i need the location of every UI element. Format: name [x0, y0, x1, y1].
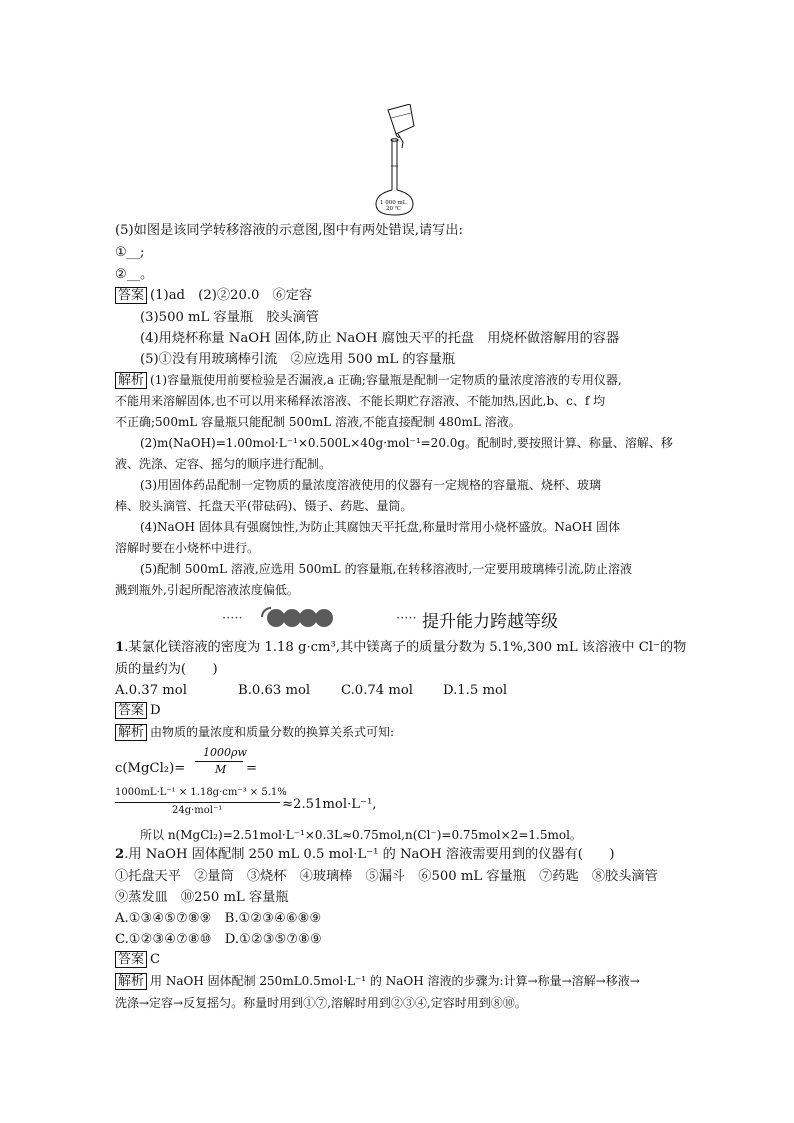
formula2-denominator: 24g·mol⁻¹ — [172, 805, 223, 816]
q1-line2: 质的量约为( ) — [115, 662, 218, 677]
analysis1-line9: 溶解时要在小烧杯中进行。 — [115, 541, 260, 555]
answer1-line4: (5)①没有用玻璃棒引流 ②应选用 500 mL 的容量瓶 — [140, 352, 456, 367]
analysis1-line4: (2)m(NaOH)=1.00mol·L⁻¹×0.500L×40g·mol⁻¹=20.0g。配制时,要按照计算、称量、溶解、移 — [140, 436, 673, 450]
section-title: 提升能力跨越等级 — [422, 612, 558, 632]
q1-answer-value: D — [150, 703, 161, 718]
q1-option-b: B.0.63 mol — [238, 683, 311, 698]
formula-equals: = — [246, 761, 258, 776]
formula-lhs: c(MgCl₂)= — [115, 761, 186, 776]
answer1-text1: (1)ad (2)②20.0 ⑥定容 — [150, 288, 313, 303]
answer-tag: 答案 — [115, 702, 147, 719]
flask-label-temp: 20 ℃ — [386, 206, 401, 212]
q2-answer-value: C — [150, 952, 161, 967]
analysis1-line3: 不正确;500mL 容量瓶只能配制 500mL 溶液,不能直接配制 480mL 溶液。 — [115, 415, 521, 429]
formula2-numerator: 1000mL·L⁻¹ × 1.18g·cm⁻³ × 5.1% — [115, 787, 287, 798]
analysis1-line11: 溅到瓶外,引起所配溶液浓度偏低。 — [115, 583, 299, 597]
q1-option-c: C.0.74 mol — [341, 683, 414, 698]
q2-number: 2 — [115, 847, 125, 862]
q2-line3: ⑨蒸发皿 ⑩250 mL 容量瓶 — [115, 890, 289, 905]
q1-analysis-text1: 由物质的量浓度和质量分数的换算关系式可知: — [150, 725, 395, 739]
q1-number: 1 — [115, 640, 125, 655]
q1-answer — [115, 702, 161, 720]
answer1-line2: (3)500 mL 容量瓶 胶头滴管 — [140, 310, 319, 325]
q1-analysis-line1 — [115, 723, 394, 741]
q5-blank-2: ②__。 — [115, 267, 154, 282]
formula-denominator: M — [215, 763, 227, 776]
formula-fraction-bar — [195, 761, 243, 762]
section-dots-left: ····· — [222, 611, 243, 626]
analysis-tag: 解析 — [115, 724, 147, 741]
flask-label-volume: 1 000 mL — [380, 200, 407, 206]
section-banner — [222, 604, 602, 632]
q5-blank-1: ①__; — [115, 245, 145, 260]
analysis-tag: 解析 — [115, 372, 147, 389]
analysis1-line1 — [115, 371, 622, 389]
analysis1-line2: 不能用来溶解固体,也不可以用来稀释浓溶液、不能长期贮存溶液、不能加热,因此,b、c、f 均 — [115, 394, 606, 408]
section-dots-right: ····· — [396, 611, 417, 626]
q5-prompt: (5)如图是该同学转移溶液的示意图,图中有两处错误,请写出: — [115, 223, 464, 238]
analysis1-line8: (4)NaOH 固体具有强腐蚀性,为防止其腐蚀天平托盘,称量时常用小烧杯盛放。NaOH 固体 — [140, 520, 621, 534]
answer-tag: 答案 — [115, 951, 147, 968]
q1-analysis-line2: 所以 n(MgCl₂)=2.51mol·L⁻¹×0.3L≈0.75mol,n(Cl⁻)=0.75mol×2=1.5mol。 — [140, 828, 582, 842]
analysis1-text1: (1)容量瓶使用前要检验是否漏液,a 正确;容量瓶是配制一定物质的量浓度溶液的专用仪器, — [150, 373, 622, 387]
analysis1-line10: (5)配制 500mL 溶液,应选用 500mL 的容量瓶,在转移溶液时,一定要用玻璃棒引流,防止溶液 — [140, 562, 633, 576]
q2-line2: ①托盘天平 ②量筒 ③烧杯 ④玻璃棒 ⑤漏斗 ⑥500 mL 容量瓶 ⑦药匙 ⑧胶头滴管 — [115, 869, 658, 884]
q2-answer — [115, 951, 160, 969]
q2-line1 — [115, 846, 614, 864]
analysis1-line7: 棒、胶头滴管、托盘天平(带砝码)、镊子、药匙、量筒。 — [115, 499, 413, 513]
q1-option-d: D.1.5 mol — [443, 683, 508, 698]
answer-tag: 答案 — [115, 287, 147, 304]
answer1-line1 — [115, 287, 312, 305]
analysis1-line6: (3)用固体药品配制一定物质的量浓度溶液使用的仪器有一定规格的容量瓶、烧杯、玻璃 — [140, 478, 602, 492]
formula2-result: ≈2.51mol·L⁻¹, — [282, 797, 377, 812]
analysis-tag: 解析 — [115, 973, 147, 990]
q2-text1: .用 NaOH 固体配制 250 mL 0.5 mol·L⁻¹ 的 NaOH 溶液需要用到的仪器有( ) — [124, 847, 615, 862]
q2-analysis-line2: 洗涤→定容→反复摇匀。称量时用到①⑦,溶解时用到②③④,定容时用到⑧⑩。 — [115, 996, 527, 1010]
section-circles-icon — [258, 605, 338, 629]
q2-analysis-text1: 用 NaOH 固体配制 250mL0.5mol·L⁻¹ 的 NaOH 溶液的步骤为:计算→称量→溶解→移液→ — [150, 974, 640, 988]
formula-numerator: 1000ρw — [203, 746, 247, 759]
q2-options-ab: A.①③④⑤⑦⑧⑨ B.①②③④⑥⑧⑨ — [115, 911, 322, 926]
q2-options-cd: C.①②③④⑦⑧⑩ D.①②③⑤⑦⑧⑨ — [115, 932, 322, 947]
answer1-line3: (4)用烧杯称量 NaOH 固体,防止 NaOH 腐蚀天平的托盘 用烧杯做溶解用的容器 — [140, 331, 620, 346]
formula2-fraction-bar — [115, 802, 280, 803]
analysis1-line5: 液、洗涤、定容、摇匀的顺序进行配制。 — [115, 457, 332, 471]
q1-text1: .某氯化镁溶液的密度为 1.18 g·cm³,其中镁离子的质量分数为 5.1%,300 mL 该溶液中 Cl⁻的物 — [124, 640, 687, 655]
q2-analysis-line1 — [115, 972, 640, 990]
q1-line1 — [115, 639, 686, 657]
volumetric-flask-figure — [370, 104, 430, 220]
q1-option-a: A.0.37 mol — [115, 683, 187, 698]
